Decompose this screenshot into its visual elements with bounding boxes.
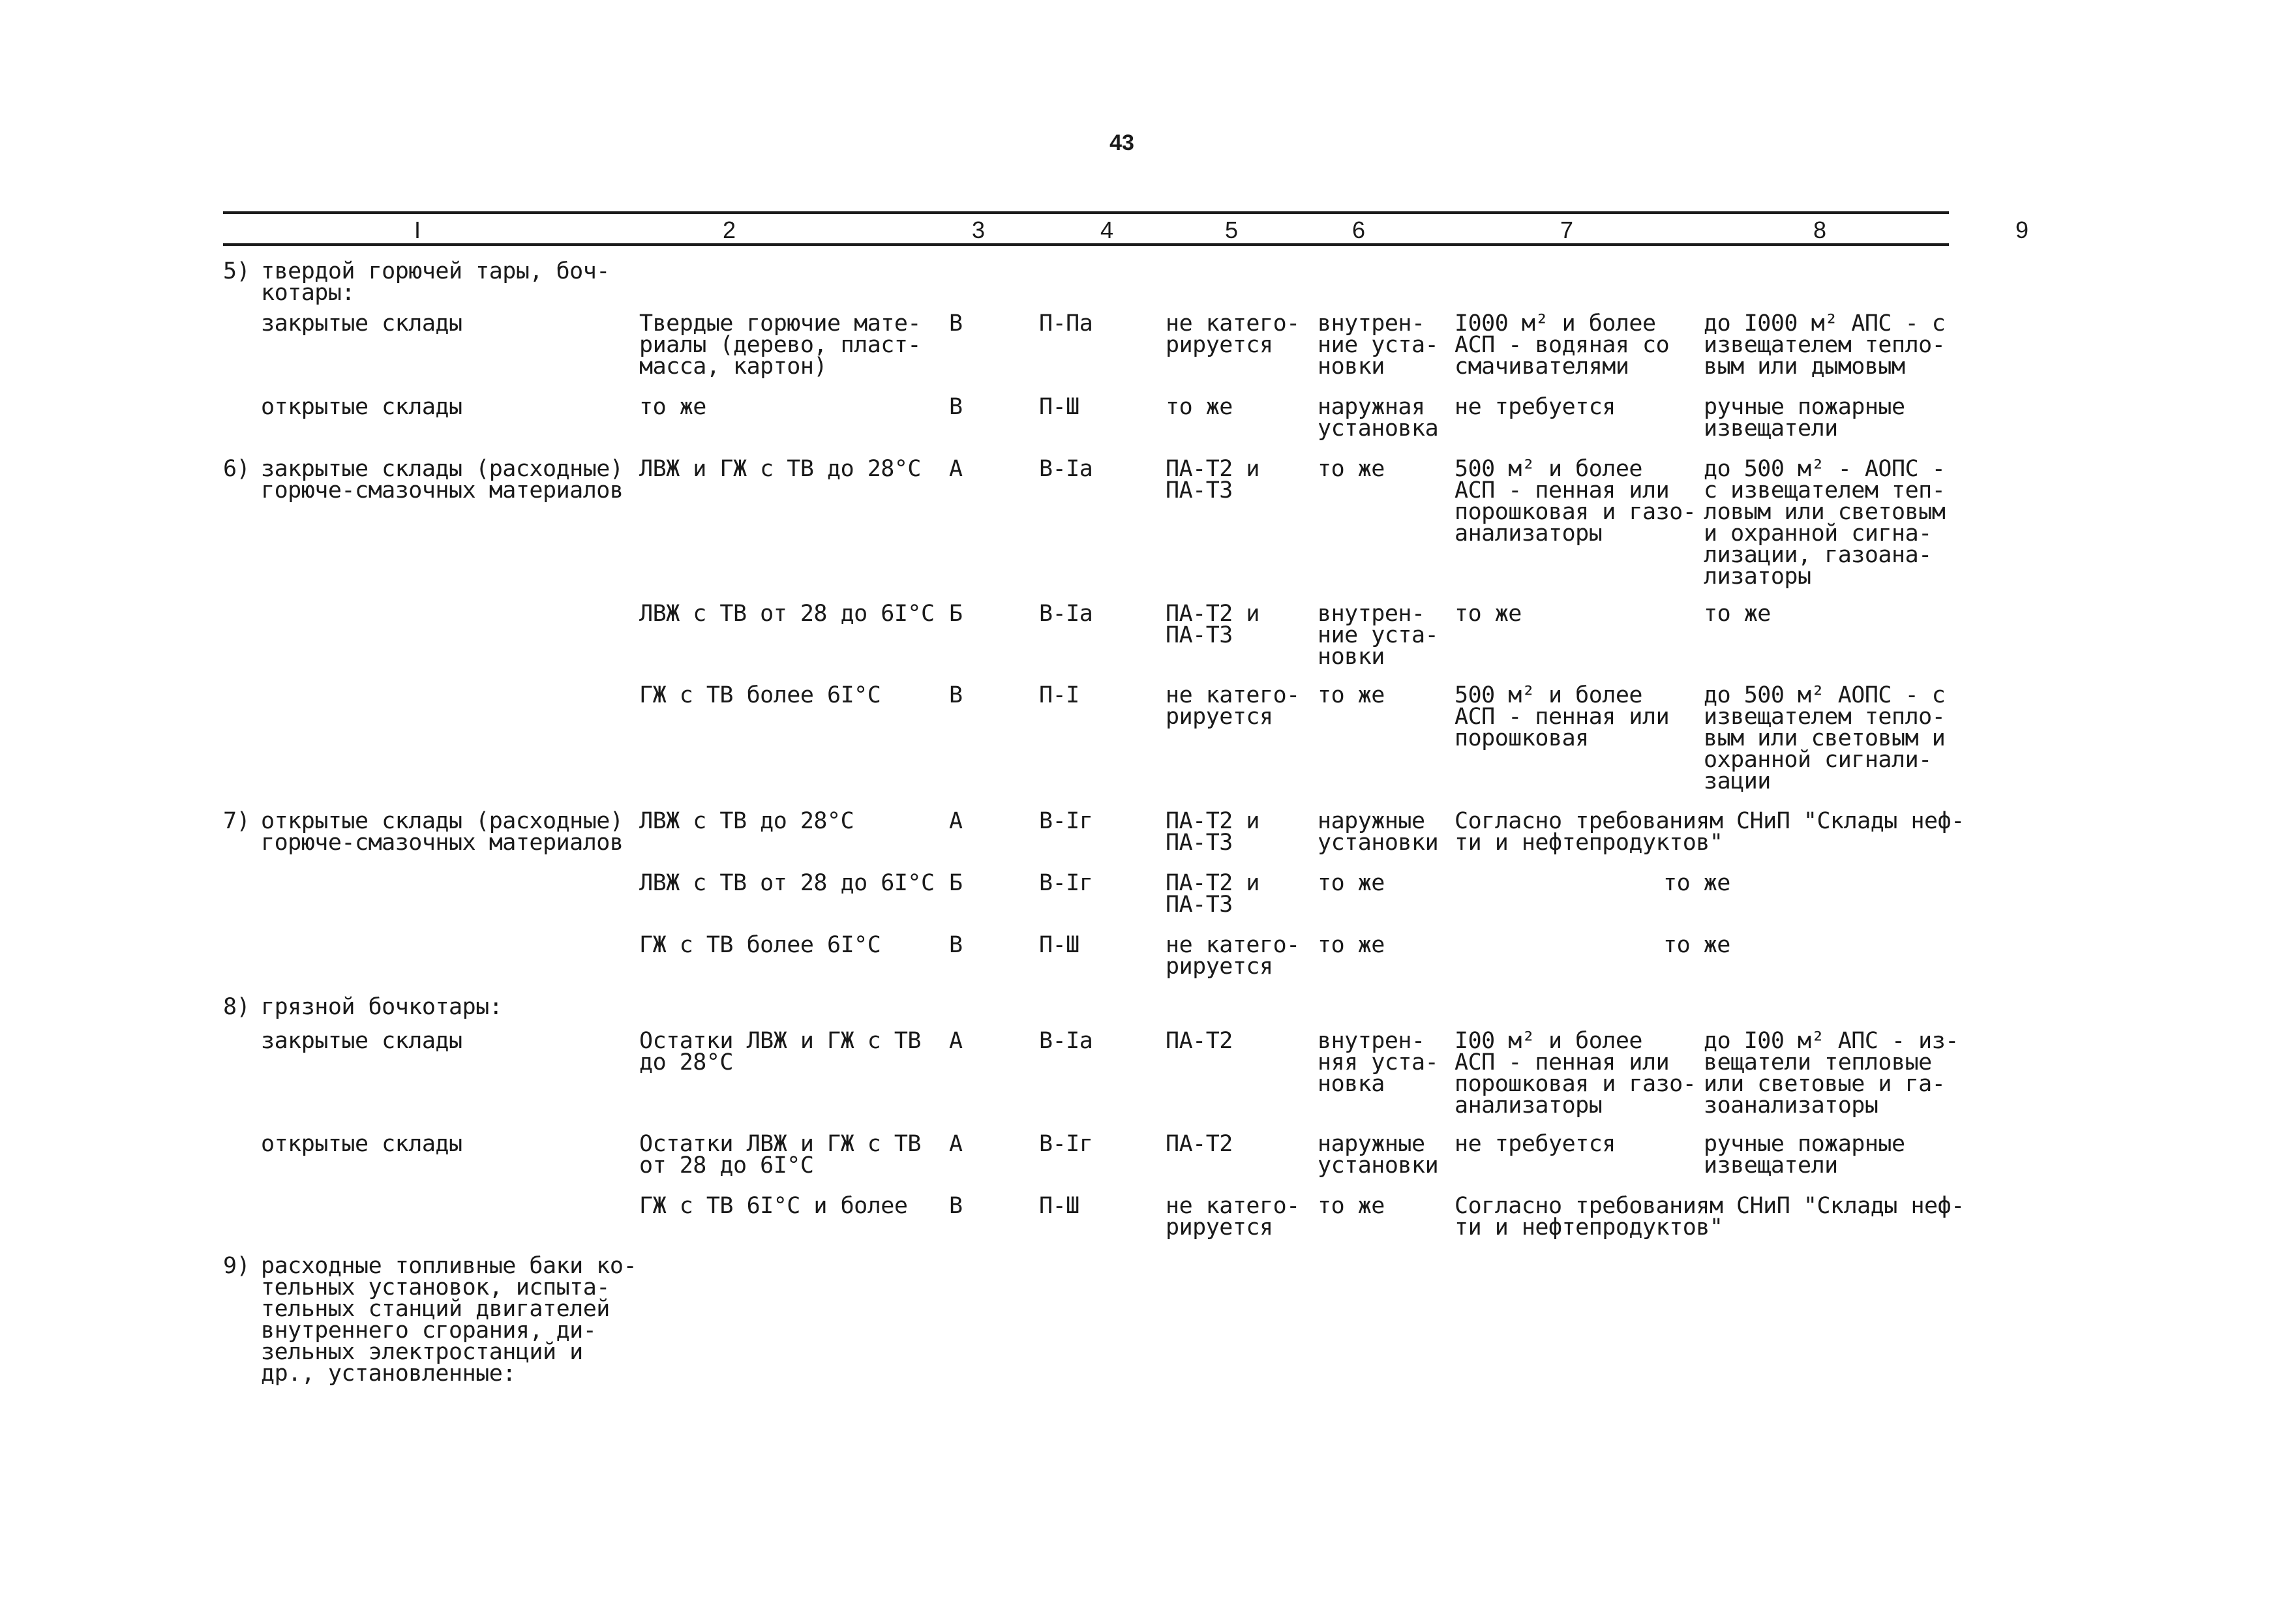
installation-type-cell: то же xyxy=(1318,870,1385,896)
zone-class-cell: В-Iа xyxy=(1039,456,1093,482)
zone-class-cell: В-Iг xyxy=(1039,1131,1093,1157)
installation-type-cell: внутрен- няя уста- новка xyxy=(1318,1028,1439,1097)
zone-class-cell: В-Iг xyxy=(1039,808,1093,834)
material-cell: ЛВЖ с ТВ от 28 до 6I°С xyxy=(639,870,935,896)
material-cell: ЛВЖ с ТВ от 28 до 6I°С xyxy=(639,601,935,627)
zone-class-cell: П-Па xyxy=(1039,310,1093,337)
alarm-cell: до I000 м² АПС - с извещателем тепло- вым или дымовым xyxy=(1704,310,1946,380)
row-number: 7) xyxy=(223,808,250,834)
row-number: 8) xyxy=(223,994,250,1020)
installation-type-cell: наружные установки xyxy=(1318,1131,1439,1179)
alarm-cell: ручные пожарные извещатели xyxy=(1704,394,1905,442)
installation-type-cell: то же xyxy=(1318,932,1385,958)
column-header-2: 2 xyxy=(722,217,736,243)
row-description: закрытые склады (расходные) горюче-смазочных материалов xyxy=(261,456,624,504)
equipment-group-cell: ПА-Т2 и ПА-Т3 xyxy=(1166,456,1260,504)
row-description: твердой горючей тары, боч- котары: xyxy=(261,258,610,306)
row-description: открытые склады (расходные) горюче-смазочных материалов xyxy=(261,808,624,856)
equipment-group-cell: ПА-Т2 xyxy=(1166,1028,1233,1054)
material-cell: ГЖ с ТВ 6I°С и более xyxy=(639,1193,908,1219)
row-description: закрытые склады xyxy=(261,310,462,337)
category-cell: В xyxy=(949,310,963,337)
table-header-rule xyxy=(223,243,1949,246)
category-cell: В xyxy=(949,394,963,420)
installation-type-cell: наружные установки xyxy=(1318,808,1439,856)
material-cell: ЛВЖ с ТВ до 28°С xyxy=(639,808,854,834)
alarm-cell: то же xyxy=(1704,601,1771,627)
category-cell: В xyxy=(949,682,963,708)
column-header-1: I xyxy=(414,217,421,243)
installation-type-cell: то же xyxy=(1318,682,1385,708)
alarm-cell: то же xyxy=(1663,870,1730,896)
installation-type-cell: то же xyxy=(1318,1193,1385,1219)
equipment-group-cell: ПА-Т2 и ПА-Т3 xyxy=(1166,870,1260,918)
extinguishing-cell: 500 м² и более АСП - пенная или порошковая и газо- анализаторы xyxy=(1455,456,1696,547)
material-cell: ЛВЖ и ГЖ с ТВ до 28°С xyxy=(639,456,922,482)
material-cell: Остатки ЛВЖ и ГЖ с ТВ от 28 до 6I°С xyxy=(639,1131,922,1179)
alarm-cell: ручные пожарные извещатели xyxy=(1704,1131,1905,1179)
equipment-group-cell: не катего- рируется xyxy=(1166,682,1300,730)
material-cell: Твердые горючие мате- риалы (дерево, пласт- масса, картон) xyxy=(639,310,922,380)
row-description: грязной бочкотары: xyxy=(261,994,503,1020)
equipment-group-cell: ПА-Т2 и ПА-Т3 xyxy=(1166,601,1260,648)
alarm-cell: до 500 м² - АОПС - с извещателем теп- ловым или световым и охранной сигна- лизации, газоана- лизаторы xyxy=(1704,456,1946,590)
extinguishing-cell: не требуется xyxy=(1455,394,1616,420)
column-header-7: 7 xyxy=(1560,217,1574,243)
row-number: 9) xyxy=(223,1253,250,1279)
installation-type-cell: наружная установка xyxy=(1318,394,1439,442)
equipment-group-cell: не катего- рируется xyxy=(1166,1193,1300,1241)
snip-reference-cell: Согласно требованиям СНиП "Склады неф- ти и нефтепродуктов" xyxy=(1455,808,1965,856)
zone-class-cell: В-Iа xyxy=(1039,601,1093,627)
category-cell: А xyxy=(949,456,963,482)
snip-reference-cell: Согласно требованиям СНиП "Склады неф- ти и нефтепродуктов" xyxy=(1455,1193,1965,1241)
column-header-3: 3 xyxy=(971,217,986,243)
row-description: расходные топливные баки ко- тельных установок, испыта- тельных станций двигателей внутреннего сгорания, ди- зельных электростанций и др., установленные: xyxy=(261,1253,637,1387)
zone-class-cell: П-Ш xyxy=(1039,932,1079,958)
column-header-5: 5 xyxy=(1224,217,1239,243)
alarm-cell: до I00 м² АПС - из- вещатели тепловые или световые и га- зоанализаторы xyxy=(1704,1028,1959,1119)
material-cell: то же xyxy=(639,394,706,420)
material-cell: Остатки ЛВЖ и ГЖ с ТВ до 28°С xyxy=(639,1028,922,1075)
installation-type-cell: внутрен- ние уста- новки xyxy=(1318,310,1439,380)
extinguishing-cell: I000 м² и более АСП - водяная со смачивателями xyxy=(1455,310,1670,380)
category-cell: А xyxy=(949,1028,963,1054)
column-header-9: 9 xyxy=(2015,217,2029,243)
equipment-group-cell: ПА-Т2 и ПА-Т3 xyxy=(1166,808,1260,856)
equipment-group-cell: не катего- рируется xyxy=(1166,932,1300,980)
category-cell: Б xyxy=(949,870,963,896)
extinguishing-cell: 500 м² и более АСП - пенная или порошковая xyxy=(1455,682,1670,751)
zone-class-cell: В-Iг xyxy=(1039,870,1093,896)
zone-class-cell: В-Iа xyxy=(1039,1028,1093,1054)
installation-type-cell: то же xyxy=(1318,456,1385,482)
equipment-group-cell: то же xyxy=(1166,394,1233,420)
category-cell: В xyxy=(949,932,963,958)
row-number: 5) xyxy=(223,258,250,284)
extinguishing-cell: то же xyxy=(1455,601,1522,627)
installation-type-cell: внутрен- ние уста- новки xyxy=(1318,601,1439,670)
material-cell: ГЖ с ТВ более 6I°С xyxy=(639,682,881,708)
extinguishing-cell: не требуется xyxy=(1455,1131,1616,1157)
material-cell: ГЖ с ТВ более 6I°С xyxy=(639,932,881,958)
page-number: 43 xyxy=(1109,130,1134,155)
row-description: открытые склады xyxy=(261,1131,462,1157)
category-cell: В xyxy=(949,1193,963,1219)
category-cell: А xyxy=(949,1131,963,1157)
zone-class-cell: П-Ш xyxy=(1039,394,1079,420)
alarm-cell: до 500 м² АОПС - с извещателем тепло- вым или световым и охранной сигнали- зации xyxy=(1704,682,1946,794)
extinguishing-cell: I00 м² и более АСП - пенная или порошковая и газо- анализаторы xyxy=(1455,1028,1696,1119)
row-description: открытые склады xyxy=(261,394,462,420)
row-number: 6) xyxy=(223,456,250,482)
table-top-rule xyxy=(223,211,1949,214)
column-header-4: 4 xyxy=(1100,217,1114,243)
row-description: закрытые склады xyxy=(261,1028,462,1054)
category-cell: Б xyxy=(949,601,963,627)
equipment-group-cell: не катего- рируется xyxy=(1166,310,1300,358)
alarm-cell: то же xyxy=(1663,932,1730,958)
column-header-6: 6 xyxy=(1351,217,1366,243)
zone-class-cell: П-Ш xyxy=(1039,1193,1079,1219)
category-cell: А xyxy=(949,808,963,834)
equipment-group-cell: ПА-Т2 xyxy=(1166,1131,1233,1157)
zone-class-cell: П-I xyxy=(1039,682,1079,708)
column-header-8: 8 xyxy=(1813,217,1827,243)
